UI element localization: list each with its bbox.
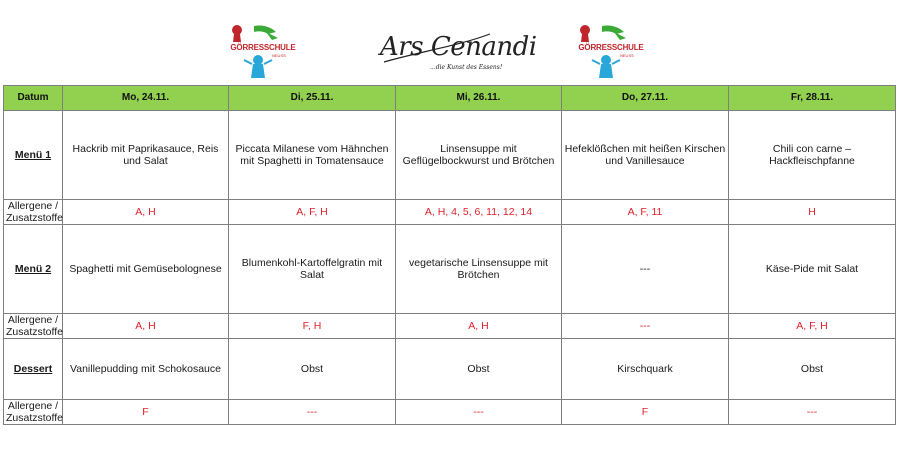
allergen-cell: A, F, 11	[562, 200, 729, 225]
dish-cell: Obst	[396, 339, 562, 400]
allergen-label: Allergene / Zusatzstoffe	[4, 314, 63, 339]
brand-slogan: ...die Kunst des Essens!	[430, 64, 503, 71]
school-logo-left	[224, 22, 302, 80]
allergen-cell: A, F, H	[229, 200, 396, 225]
dish-cell: Blumenkohl-Kartoffelgratin mit Salat	[229, 225, 396, 314]
allergen-label: Allergene / Zusatzstoffe	[4, 200, 63, 225]
allergen-cell: ---	[562, 314, 729, 339]
page-header	[0, 0, 900, 84]
column-header-day: Do, 27.11.	[562, 86, 729, 111]
row-label: Menü 1	[4, 111, 63, 200]
table-row-dessert	[4, 339, 896, 400]
dish-cell: Chili con carne – Hackfleischpfanne	[729, 111, 896, 200]
school-name: GÖRRESSCHULE	[578, 43, 644, 52]
column-header-day: Mi, 26.11.	[396, 86, 562, 111]
dish-cell: Spaghetti mit Gemüsebolognese	[63, 225, 229, 314]
allergen-cell: F	[63, 400, 229, 425]
dish-cell: Vanillepudding mit Schokosauce	[63, 339, 229, 400]
allergen-label: Allergene / Zusatzstoffe	[4, 400, 63, 425]
school-sub: NEUSS	[620, 53, 634, 58]
dish-cell: Piccata Milanese vom Hähnchen mit Spaghetti in Tomatensauce	[229, 111, 396, 200]
allergen-cell: A, H	[63, 200, 229, 225]
allergen-cell: ---	[729, 400, 896, 425]
column-header-datum: Datum	[4, 86, 63, 111]
school-sub: NEUSS	[272, 53, 286, 58]
allergen-cell: F	[562, 400, 729, 425]
brand-title: Ars Cenandi	[380, 32, 537, 62]
school-name: GÖRRESSCHULE	[230, 43, 296, 52]
allergen-cell: A, F, H	[729, 314, 896, 339]
table-row-menu-1	[4, 111, 896, 200]
brand-logo	[378, 28, 537, 76]
allergen-cell: A, H	[396, 314, 562, 339]
allergen-cell: H	[729, 200, 896, 225]
column-header-day: Fr, 28.11.	[729, 86, 896, 111]
menu-table	[3, 85, 896, 425]
dish-cell: Kirschquark	[562, 339, 729, 400]
dish-cell: Hefeklößchen mit heißen Kirschen und Vanillesauce	[562, 111, 729, 200]
allergen-cell: ---	[229, 400, 396, 425]
allergen-cell: F, H	[229, 314, 396, 339]
table-row-menu-2	[4, 225, 896, 314]
dish-cell: Linsensuppe mit Geflügelbockwurst und Brötchen	[396, 111, 562, 200]
column-header-day: Mo, 24.11.	[63, 86, 229, 111]
dish-cell: Obst	[229, 339, 396, 400]
dish-cell: ---	[562, 225, 729, 314]
table-row-allergens-3	[4, 400, 896, 425]
row-label: Menü 2	[4, 225, 63, 314]
school-logo-right	[572, 22, 650, 80]
allergen-cell: A, H, 4, 5, 6, 11, 12, 14	[396, 200, 562, 225]
dish-cell: Obst	[729, 339, 896, 400]
allergen-cell: ---	[396, 400, 562, 425]
column-header-day: Di, 25.11.	[229, 86, 396, 111]
dish-cell: Hackrib mit Paprikasauce, Reis und Salat	[63, 111, 229, 200]
table-row-allergens-1	[4, 200, 896, 225]
row-label: Dessert	[4, 339, 63, 400]
dish-cell: Käse-Pide mit Salat	[729, 225, 896, 314]
dish-cell: vegetarische Linsensuppe mit Brötchen	[396, 225, 562, 314]
table-header-row	[4, 86, 896, 111]
table-row-allergens-2	[4, 314, 896, 339]
allergen-cell: A, H	[63, 314, 229, 339]
